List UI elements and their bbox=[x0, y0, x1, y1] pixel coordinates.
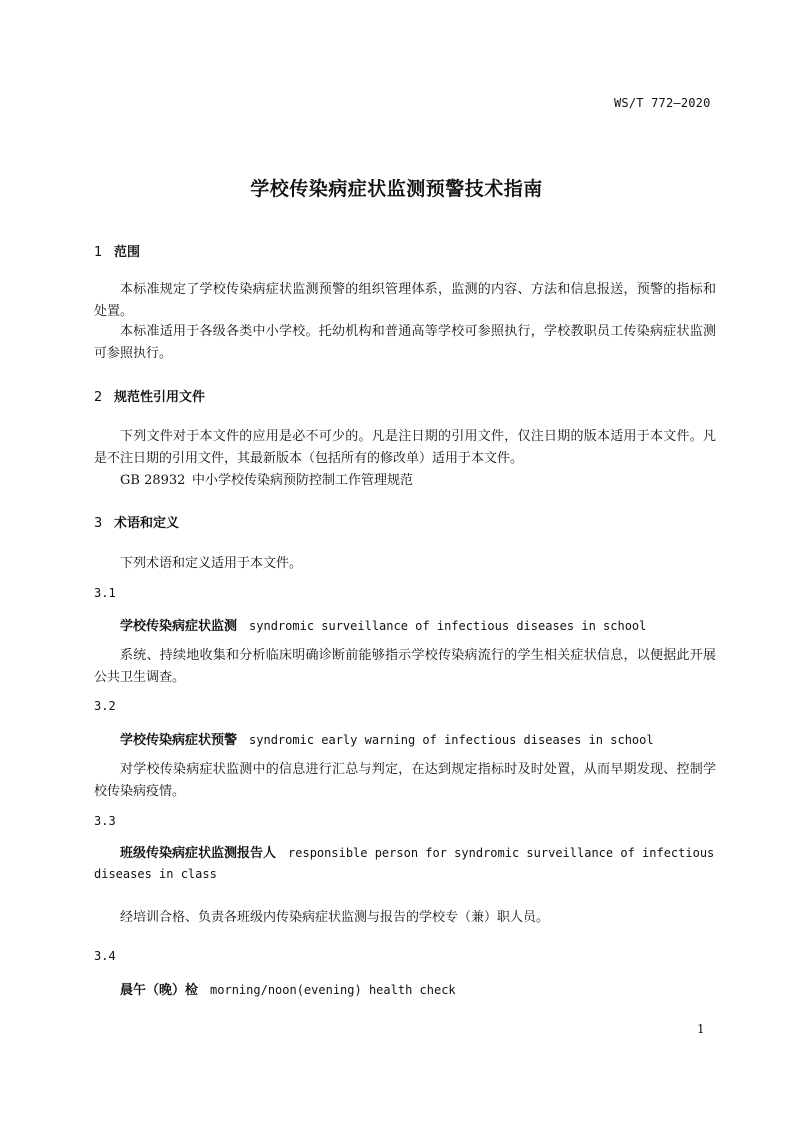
references-paragraph: 下列文件对于本文件的应用是必不可少的。凡是注日期的引用文件，仅注日期的版本适用于本文件。凡是不注日期的引用文件，其最新版本（包括所有的修改单）适用于本文件。 bbox=[94, 429, 716, 466]
section-number: 2 bbox=[94, 390, 103, 405]
page-number: 1 bbox=[697, 1022, 705, 1036]
term-entry bbox=[120, 615, 646, 634]
term-zh: 学校传染病症状预警 bbox=[120, 733, 238, 748]
term-number: 3.4 bbox=[94, 949, 116, 963]
section-1-heading bbox=[94, 241, 140, 260]
term-definition: 经培训合格、负责各班级内传染病症状监测与报告的学校专（兼）职人员。 bbox=[120, 910, 550, 925]
section-title: 术语和定义 bbox=[114, 516, 180, 531]
term-en: syndromic early warning of infectious diseases in school bbox=[249, 733, 654, 747]
term-entry bbox=[94, 843, 716, 885]
section-title: 规范性引用文件 bbox=[114, 390, 206, 405]
term-zh: 班级传染病症状监测报告人 bbox=[120, 846, 277, 861]
term-en: responsible person for syndromic surveillance of infectious diseases in class bbox=[94, 846, 715, 881]
section-number: 3 bbox=[94, 516, 103, 531]
terms-intro: 下列术语和定义适用于本文件。 bbox=[120, 556, 303, 571]
term-zh: 晨午（晚）检 bbox=[120, 983, 199, 998]
reference-entry bbox=[120, 469, 413, 488]
term-number: 3.1 bbox=[94, 586, 116, 600]
term-zh: 学校传染病症状监测 bbox=[120, 619, 238, 634]
term-entry bbox=[120, 729, 654, 748]
section-3-heading bbox=[94, 512, 179, 531]
scope-paragraph-2: 本标准适用于各级各类中小学校。托幼机构和普通高等学校可参照执行，学校教职员工传染病症状监测可参照执行。 bbox=[94, 324, 716, 361]
section-number: 1 bbox=[94, 245, 103, 260]
scope-paragraph-1: 本标准规定了学校传染病症状监测预警的组织管理体系，监测的内容、方法和信息报送，预警的指标和处置。 bbox=[94, 282, 716, 319]
term-definition: 系统、持续地收集和分析临床明确诊断前能够指示学校传染病流行的学生相关症状信息，以便据此开展公共卫生调查。 bbox=[94, 648, 716, 685]
term-en: syndromic surveillance of infectious diseases in school bbox=[249, 619, 647, 633]
term-definition: 对学校传染病症状监测中的信息进行汇总与判定，在达到规定指标时及时处置，从而早期发现、控制学校传染病疫情。 bbox=[94, 762, 716, 799]
section-title: 范围 bbox=[114, 245, 141, 260]
reference-name: 中小学校传染病预防控制工作管理规范 bbox=[192, 473, 414, 488]
term-number: 3.3 bbox=[94, 814, 116, 828]
term-entry bbox=[120, 979, 456, 998]
section-2-heading bbox=[94, 386, 205, 405]
term-number: 3.2 bbox=[94, 699, 116, 713]
reference-code: GB 28932 bbox=[120, 473, 186, 488]
term-en: morning/noon(evening) health check bbox=[210, 983, 456, 997]
page-title: 学校传染病症状监测预警技术指南 bbox=[250, 178, 543, 200]
standard-code: WS/T 772—2020 bbox=[614, 96, 711, 110]
